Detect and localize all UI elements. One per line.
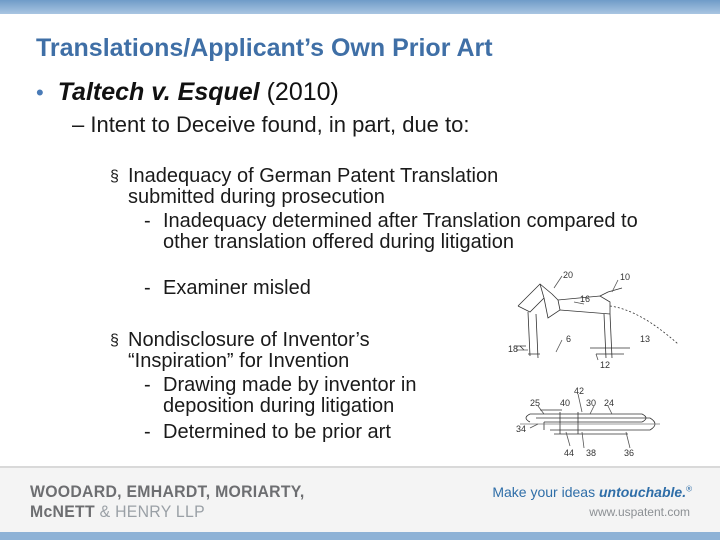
bottom-accent-bar <box>0 532 720 540</box>
dash-marker: - <box>144 421 151 443</box>
detail-inadequacy <box>144 211 644 253</box>
point-translation <box>110 166 580 208</box>
drawing-label: 42 <box>574 386 585 396</box>
square-bullet-marker: § <box>110 332 119 349</box>
square-bullet-marker: § <box>110 168 119 185</box>
case-name: Taltech v. Esquel <box>57 78 260 106</box>
bullet-marker: • <box>36 80 44 105</box>
drawing-label: 44 <box>564 448 575 458</box>
firm-name-line2 <box>30 502 205 522</box>
tagline-emphasis: untouchable. <box>598 484 687 500</box>
bullet-case <box>36 78 339 107</box>
firm-name-line1: WOODARD, EMHARDT, MORIARTY, <box>30 482 305 501</box>
drawing-label: 36 <box>624 448 635 458</box>
drawing-label: 13 <box>640 334 651 344</box>
drawing-label: 24 <box>604 398 615 408</box>
tagline <box>492 484 692 500</box>
detail-examiner-text: Examiner misled <box>163 277 311 299</box>
slide-title: Translations/Applicant’s Own Prior Art <box>36 34 493 62</box>
case-year: (2010) <box>259 78 339 106</box>
dash-marker: - <box>144 374 151 396</box>
drawing-label: 20 <box>563 270 574 280</box>
website-url: www.uspatent.com <box>589 505 690 519</box>
footer <box>0 466 720 540</box>
detail-drawing-text: Drawing made by inventor in deposition during litigation <box>163 374 417 417</box>
drawing-label: 40 <box>560 398 571 408</box>
detail-prior-art <box>144 422 474 443</box>
drawing-label: 6 <box>566 334 572 344</box>
drawing-label: 12 <box>600 360 611 370</box>
point-nondisclosure-text: Nondisclosure of Inventor’s “Inspiration” for Invention <box>128 329 370 372</box>
point-translation-text: Inadequacy of German Patent Translation submitted during prosecution <box>128 165 499 208</box>
detail-inadequacy-text: Inadequacy determined after Translation compared to other translation offered during litigation <box>163 210 638 253</box>
firm-name-mcnett: McNETT <box>30 502 95 521</box>
detail-prior-art-text: Determined to be prior art <box>163 421 391 443</box>
sub-bullet-intent: – Intent to Deceive found, in part, due to: <box>72 112 470 137</box>
tagline-text: Make your ideas <box>492 484 599 500</box>
drawing-label: 34 <box>516 424 527 434</box>
patent-drawing <box>500 266 690 461</box>
firm-name-henry: & HENRY LLP <box>94 502 205 521</box>
dash-marker: - <box>144 210 151 232</box>
drawing-label: 16 <box>580 294 591 304</box>
dash-marker: - <box>144 277 151 299</box>
footer-divider <box>0 466 720 468</box>
registered-mark: ® <box>686 484 692 494</box>
drawing-label: 10 <box>620 272 631 282</box>
drawing-label: 18 <box>508 344 519 354</box>
drawing-label: 30 <box>586 398 597 408</box>
detail-drawing <box>144 375 484 417</box>
top-accent-bar <box>0 0 720 14</box>
point-nondisclosure <box>110 330 410 372</box>
drawing-label: 38 <box>586 448 597 458</box>
detail-examiner <box>144 278 474 299</box>
drawing-label: 25 <box>530 398 541 408</box>
